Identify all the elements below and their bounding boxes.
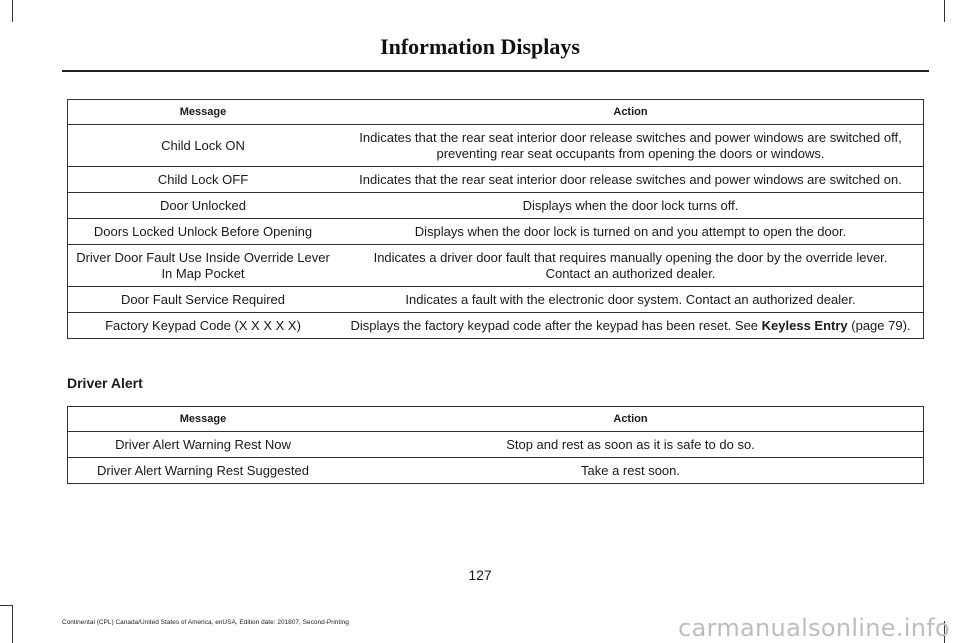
message-cell: Factory Keypad Code (X X X X X) bbox=[68, 313, 339, 339]
action-cell: Take a rest soon. bbox=[338, 458, 924, 484]
action-cell: Displays when the door lock turns off. bbox=[338, 193, 924, 219]
table-row bbox=[68, 287, 924, 313]
action-cell: Indicates a fault with the electronic door system. Contact an authorized dealer. bbox=[338, 287, 924, 313]
message-cell: Driver Door Fault Use Inside Override Lever In Map Pocket bbox=[68, 245, 339, 287]
message-cell: Driver Alert Warning Rest Suggested bbox=[68, 458, 339, 484]
action-text-line: preventing rear seat occupants from opening the doors or windows. bbox=[436, 146, 825, 161]
table-header-row bbox=[68, 407, 924, 432]
keyless-entry-reference-link[interactable]: Keyless Entry bbox=[761, 318, 848, 333]
table-row bbox=[68, 245, 924, 287]
column-header-action: Action bbox=[338, 100, 924, 125]
section-heading-driver-alert: Driver Alert bbox=[67, 375, 143, 391]
action-text: (page 79). bbox=[847, 318, 911, 333]
column-header-message: Message bbox=[68, 100, 339, 125]
message-cell: Child Lock ON bbox=[68, 125, 339, 167]
message-cell: Child Lock OFF bbox=[68, 167, 339, 193]
door-messages-table bbox=[67, 99, 924, 339]
page-number: 127 bbox=[468, 567, 492, 583]
action-cell bbox=[338, 125, 924, 167]
column-header-message: Message bbox=[68, 407, 339, 432]
table-row bbox=[68, 313, 924, 339]
page-title: Information Displays bbox=[380, 34, 580, 59]
action-cell: Indicates that the rear seat interior door release switches and power windows are switched on. bbox=[338, 167, 924, 193]
table-row bbox=[68, 193, 924, 219]
watermark: carmanualsonline.info bbox=[678, 614, 950, 642]
table-header-row bbox=[68, 100, 924, 125]
edition-footer: Continental (CPL) Canada/United States of America, enUSA, Edition date: 201807, Second-Printing bbox=[62, 619, 349, 626]
action-cell: Displays when the door lock is turned on and you attempt to open the door. bbox=[338, 219, 924, 245]
message-cell: Door Fault Service Required bbox=[68, 287, 339, 313]
table-row bbox=[68, 432, 924, 458]
message-cell: Driver Alert Warning Rest Now bbox=[68, 432, 339, 458]
table-row bbox=[68, 125, 924, 167]
crop-mark-bottom-left-horizontal bbox=[0, 605, 12, 606]
driver-alert-table bbox=[67, 406, 924, 484]
action-text-line: Contact an authorized dealer. bbox=[545, 266, 716, 281]
table-row bbox=[68, 458, 924, 484]
action-text-line: Indicates a driver door fault that requires manually opening the door by the override lever. bbox=[373, 250, 888, 265]
action-text-line: Indicates that the rear seat interior door release switches and power windows are switched off, bbox=[359, 130, 902, 145]
message-cell: Doors Locked Unlock Before Opening bbox=[68, 219, 339, 245]
crop-mark-bottom-left-vertical bbox=[12, 605, 13, 643]
action-cell bbox=[338, 313, 924, 339]
crop-mark-top-left-vertical bbox=[12, 0, 13, 22]
column-header-action: Action bbox=[338, 407, 924, 432]
table-row bbox=[68, 219, 924, 245]
crop-mark-top-right-vertical bbox=[944, 0, 945, 22]
table-row bbox=[68, 167, 924, 193]
action-cell: Stop and rest as soon as it is safe to do so. bbox=[338, 432, 924, 458]
title-rule bbox=[62, 70, 929, 72]
action-text: Displays the factory keypad code after the keypad has been reset. See bbox=[350, 318, 762, 333]
message-cell: Door Unlocked bbox=[68, 193, 339, 219]
action-cell bbox=[338, 245, 924, 287]
